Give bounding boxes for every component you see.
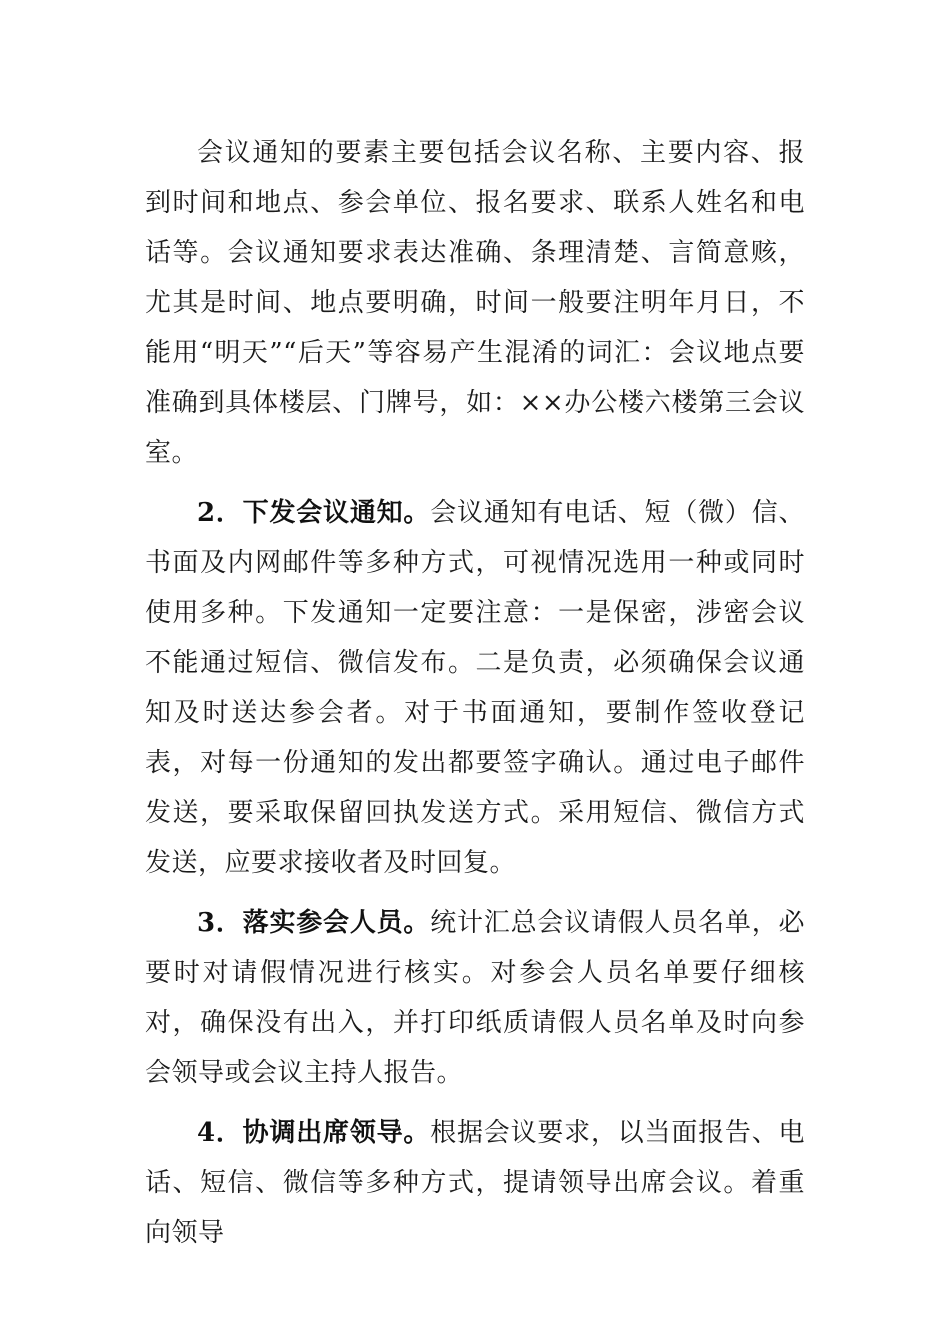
paragraph-text: 统计汇总会议请假人员名单，必要时对请假情况进行核实。对参会人员名单要仔细核对，确保没有出入，并打印纸质请假人员名单及时向参会领导或会议主持人报告。: [145, 908, 805, 1088]
paragraph-heading: 4．协调出席领导。: [197, 1118, 431, 1148]
document-body: [145, 128, 805, 1258]
paragraph-heading: 2．下发会议通知。: [197, 498, 431, 528]
paragraph-issue-notice: [145, 488, 805, 888]
paragraph-meeting-notice-elements: [145, 128, 805, 478]
paragraph-text: 会议通知有电话、短（微）信、书面及内网邮件等多种方式，可视情况选用一种或同时使用多种。下发通知一定要注意：一是保密，涉密会议不能通过短信、微信发布。二是负责，必须确保会议通知及时送达参会者。对于书面通知，要制作签收登记表，对每一份通知的发出都要签字确认。通过电子邮件发送，要采取保留回执发送方式。采用短信、微信方式发送，应要求接收者及时回复。: [145, 498, 805, 878]
paragraph-heading: 3．落实参会人员。: [197, 908, 431, 938]
paragraph-coordinate-leaders: [145, 1108, 805, 1258]
paragraph-confirm-attendees: [145, 898, 805, 1098]
paragraph-text: 会议通知的要素主要包括会议名称、主要内容、报到时间和地点、参会单位、报名要求、联系人姓名和电话等。会议通知要求表达准确、条理清楚、言简意赅，尤其是时间、地点要明确，时间一般要注明年月日，不能用“明天”“后天”等容易产生混淆的词汇：会议地点要准确到具体楼层、门牌号，如：××办公楼六楼第三会议室。: [145, 138, 805, 468]
paragraph-text: 根据会议要求，以当面报告、电话、短信、微信等多种方式，提请领导出席会议。着重向领导: [145, 1118, 805, 1248]
